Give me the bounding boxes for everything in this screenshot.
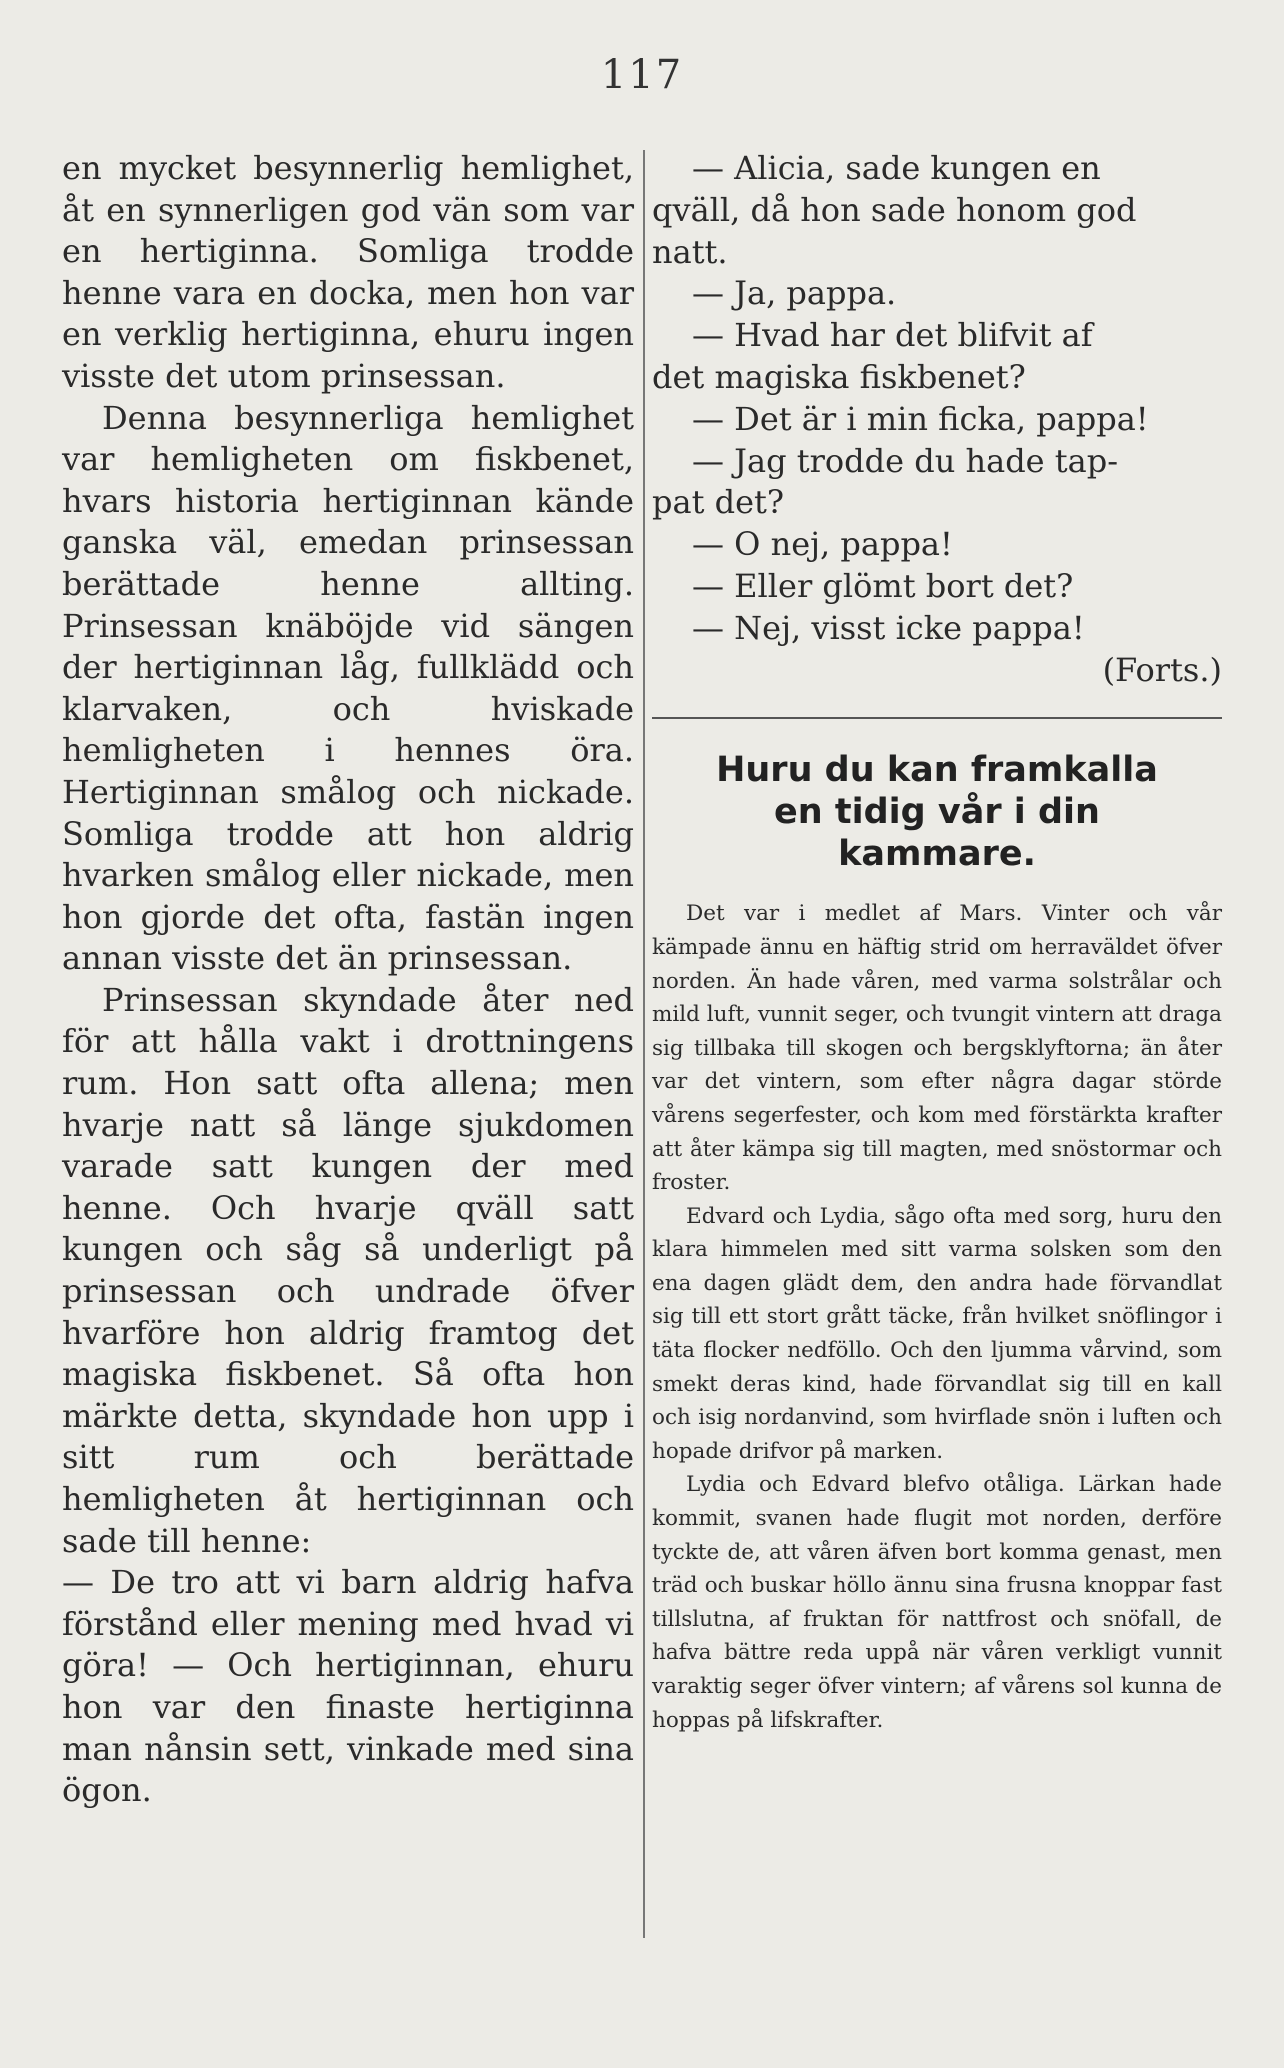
paragraph: — De tro att vi barn aldrig hafva förstånd eller mening med hvad vi göra! — Och hertiginnan, ehuru hon var den finaste hertiginna man nånsin sett, vinkade med sina ögon. xyxy=(62,1563,634,1810)
story-dialogue xyxy=(652,148,1222,691)
dialogue-line: — Hvad har det blifvit af xyxy=(692,316,1093,355)
paragraph: Denna besynnerliga hemlighet var hemligheten om fiskbenet, hvars historia hertiginnan kände ganska väl, emedan prinsessan berättade henne allting. Prinsessan knäböjde vid sängen der hertiginnan låg, fullklädd och klarvaken, och hviskade hemligheten i hennes öra. Hertiginnan smålog och nickade. Somliga trodde att hon aldrig hvarken smålog eller nickade, men hon gjorde det ofta, fastän ingen annan visste det än prinsessan. xyxy=(62,398,634,978)
continued-note: (Forts.) xyxy=(1102,650,1222,689)
dialogue-line: — Jag trodde du hade tap- xyxy=(692,441,1119,480)
dialogue-line: — Nej, visst icke pappa! xyxy=(692,608,1085,647)
page-number: 117 xyxy=(600,52,684,98)
headline-line: Huru du kan framkalla xyxy=(716,750,1158,791)
paragraph: Prinsessan skyndade åter ned för att hålla vakt i drottningens rum. Hon satt ofta allena; men hvarje natt så länge sjukdomen varade satt kungen der med henne. Och hvarje qväll satt kungen och såg så underligt på prinsessan och undrade öfver hvarföre hon aldrig framtog det magiska fiskbenet. Så ofta hon märkte detta, skyndade hon upp i sitt rum och berättade hemligheten åt hertiginnan och sade till henne: xyxy=(62,980,634,1560)
dialogue-line: — Alicia, sade kungen en xyxy=(692,149,1101,187)
right-column xyxy=(652,148,1222,1737)
article-headline xyxy=(652,749,1222,875)
dialogue-line: — O nej, pappa! xyxy=(692,525,953,564)
dialogue-line: qväll, då hon sade honom god xyxy=(652,190,1137,229)
section-divider xyxy=(652,717,1222,719)
article-body xyxy=(652,897,1222,1737)
left-column xyxy=(62,148,634,1812)
article-paragraph: Edvard och Lydia, sågo ofta med sorg, huru den klara himmelen med sitt varma solsken som den ena dagen glädt dem, den andra hade förvandlat sig till ett stort grått täcke, från hvilket snöflingor i täta flocker nedföllo. Och den ljumma vårvind, som smekt deras kind, hade förvandlat sig till en kall och isig nordanvind, som hvirflade snön i luften och hopade drifvor på marken. xyxy=(652,1203,1222,1464)
article-paragraph: Lydia och Edvard blefvo otåliga. Lärkan hade kommit, svanen hade flugit mot norden, derföre tyckte de, att våren äfven bort komma genast, men träd och buskar höllo ännu sina frusna knoppar fast tillslutna, af fruktan för nattfrost och snöfall, de hafva bättre reda uppå när våren verkligt vunnit varaktig seger öfver vintern; af vårens sol kunna de hoppas på lifskrafter. xyxy=(652,1472,1222,1733)
dialogue-line: natt. xyxy=(652,232,728,271)
headline-line: kammare. xyxy=(838,834,1036,875)
dialogue-line: det magiska fiskbenet? xyxy=(652,357,1026,396)
column-divider xyxy=(643,150,645,1938)
dialogue-line: — Det är i min ficka, pappa! xyxy=(692,399,1149,438)
paragraph: en mycket besynnerlig hemlighet, åt en synnerligen god vän som var en hertiginna. Somliga trodde henne vara en docka, men hon var en verklig hertiginna, ehuru ingen visste det utom prinsessan. xyxy=(62,149,634,395)
dialogue-line: pat det? xyxy=(652,483,785,522)
article-paragraph: Det var i medlet af Mars. Vinter och vår kämpade ännu en häftig strid om herraväldet öfver norden. Än hade våren, med varma solstrålar och mild luft, vunnit seger, och tvungit vintern att draga sig tillbaka till skogen och bergsklyftorna; än åter var det vintern, som efter några dagar störde vårens segerfester, och kom med förstärkta krafter att åter kämpa sig till magten, med snöstormar och froster. xyxy=(652,901,1222,1196)
dialogue-line: — Eller glömt bort det? xyxy=(692,566,1074,605)
dialogue-line: — Ja, pappa. xyxy=(692,274,897,313)
headline-line: en tidig vår i din xyxy=(774,792,1100,833)
